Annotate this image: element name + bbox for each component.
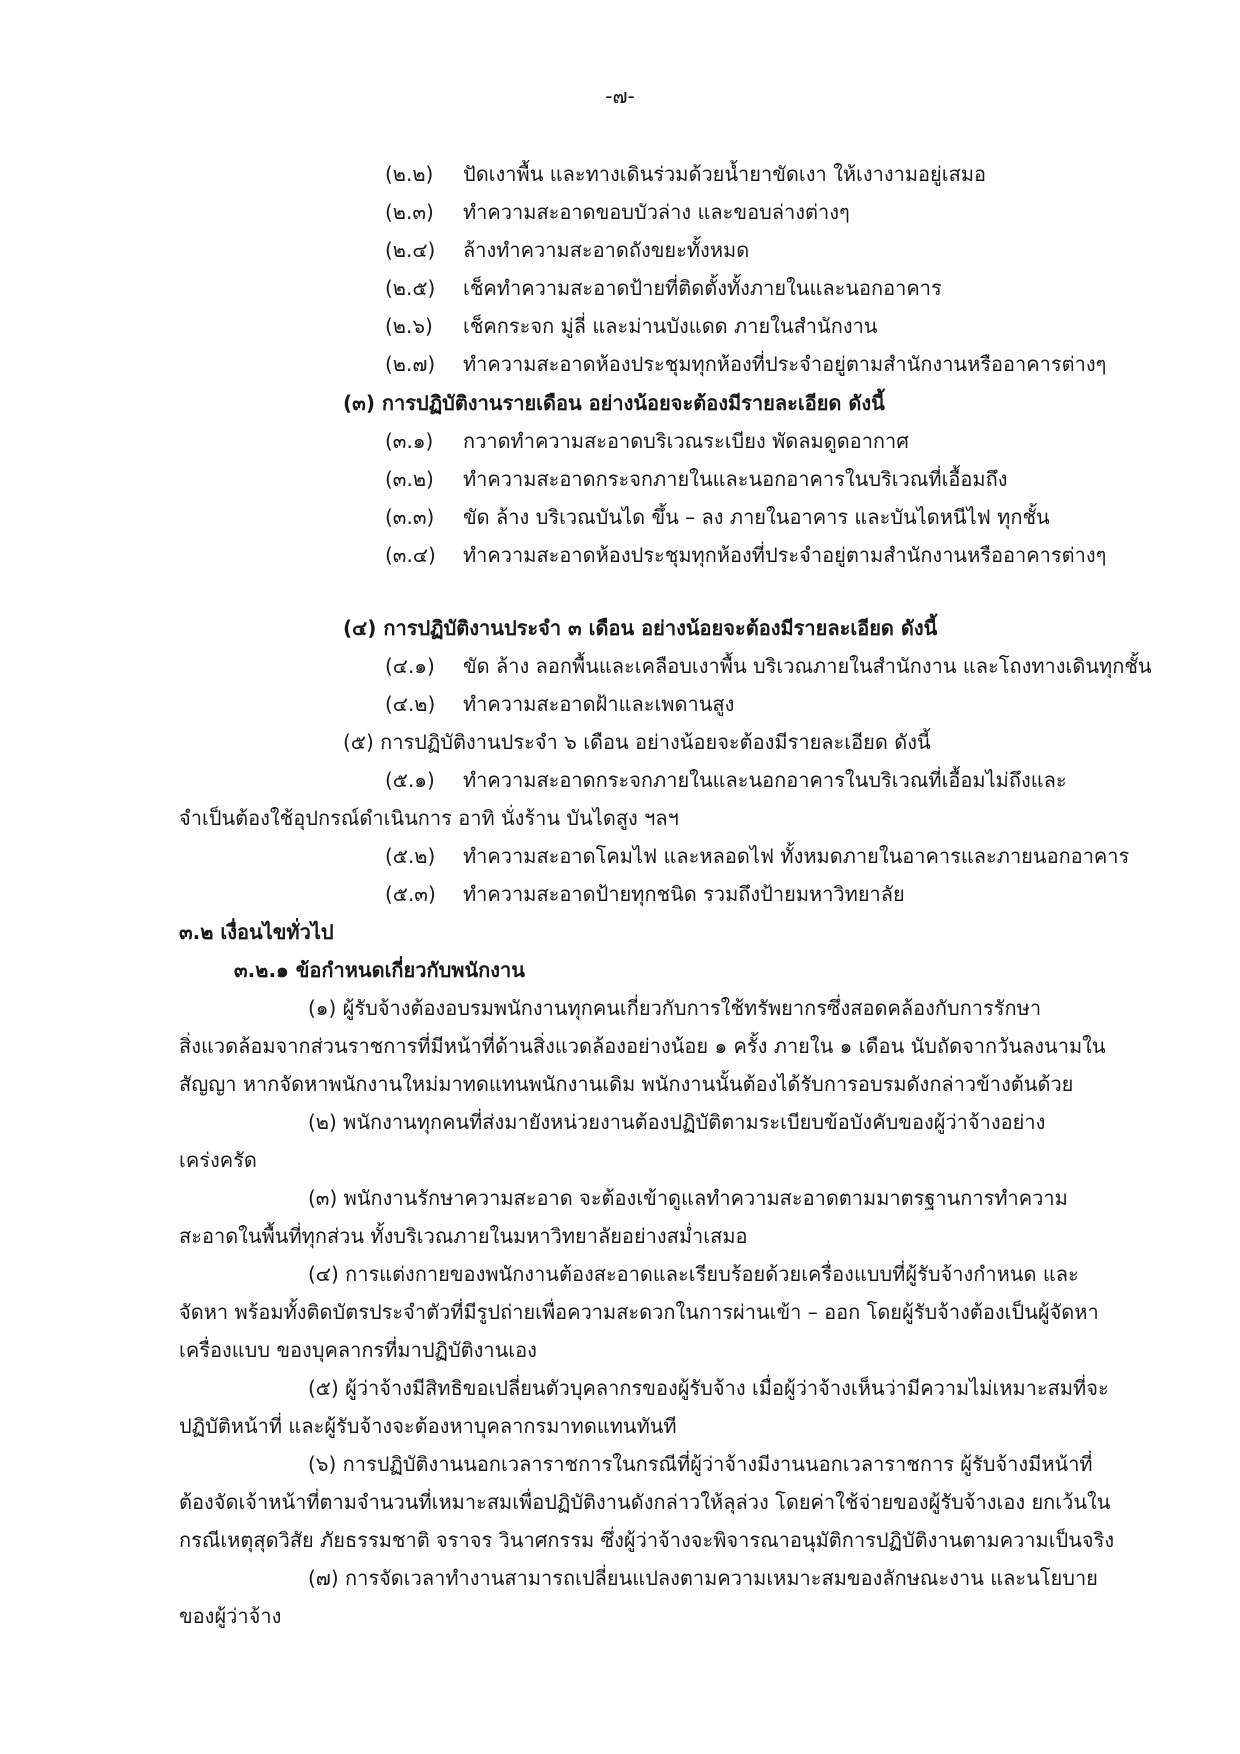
list-item	[385, 651, 1152, 681]
paragraph-line: เครื่องแบบ ของบุคลากรที่มาปฏิบัติงานเอง	[179, 1338, 537, 1362]
item-number: (๒.๔)	[385, 238, 436, 262]
item-text: เช็คทำความสะอาดป้ายที่ติดตั้งทั้งภายในและนอกอาคาร	[463, 276, 942, 300]
item-text: ทำความสะอาดป้ายทุกชนิด รวมถึงป้ายมหาวิทยาลัย	[463, 882, 905, 906]
list-item	[385, 540, 1106, 570]
list-item	[385, 235, 749, 265]
item-text: ทำความสะอาดกระจกภายในและนอกอาคารในบริเวณที่เอื้อมไม่ถึงและ	[463, 768, 1067, 792]
item-text-continuation: จำเป็นต้องใช้อุปกรณ์ดำเนินการ อาทิ นั่งร้าน บันไดสูง ฯลฯ	[179, 806, 679, 830]
paragraph-line: จัดหา พร้อมทั้งติดบัตรประจำตัวที่มีรูปถ่ายเพื่อความสะดวกในการผ่านเข้า – ออก โดยผู้รับจ้างต้องเป็นผู้จัดหา	[179, 1300, 1099, 1324]
item-text: ทำความสะอาดโคมไฟ และหลอดไฟ ทั้งหมดภายในอาคารและภายนอกอาคาร	[463, 844, 1130, 868]
item-number: (๓.๒)	[385, 467, 434, 491]
item-number: (๓.๑)	[385, 429, 434, 453]
item-number: (๔.๑)	[385, 654, 435, 678]
paragraph-line: สิ่งแวดล้อมจากส่วนราชการที่มีหน้าที่ด้านสิ่งแวดล้องอย่างน้อย ๑ ครั้ง ภายใน ๑ เดือน นับถัดจากวันลงนามใน	[179, 1034, 1106, 1058]
paragraph-line: ต้องจัดเจ้าหน้าที่ตามจำนวนที่เหมาะสมเพื่อปฏิบัติงานดังกล่าวให้ลุล่วง โดยค่าใช้จ่ายของผู้รับจ้างเอง ยกเว้นใน	[179, 1490, 1111, 1514]
list-item	[385, 765, 1067, 795]
paragraph-line: ปฏิบัติหน้าที่ และผู้รับจ้างจะต้องหาบุคลากรมาทดแทนทันที	[179, 1414, 677, 1438]
item-text: ทำความสะอาดกระจกภายในและนอกอาคารในบริเวณที่เอื้อมถึง	[463, 467, 1008, 491]
item-number: (๒.๕)	[385, 276, 436, 300]
item-text: ทำความสะอาดห้องประชุมทุกห้องที่ประจำอยู่ตามสำนักงานหรืออาคารต่างๆ	[463, 352, 1107, 376]
list-item	[385, 689, 734, 719]
item-number: (๒.๒)	[385, 162, 434, 186]
paragraph-line: (๔) การแต่งกายของพนักงานต้องสะอาดและเรียบร้อยด้วยเครื่องแบบที่ผู้รับจ้างกำหนด และ	[308, 1262, 1079, 1286]
list-item	[385, 841, 1129, 871]
item-text: ขัด ล้าง บริเวณบันได ขึ้น – ลง ภายในอาคาร และบันไดหนีไฟ ทุกชั้น	[463, 505, 1050, 529]
item-text: ทำความสะอาดขอบบัวล่าง และขอบล่างต่างๆ	[463, 200, 850, 224]
list-item	[385, 197, 850, 227]
section-heading: (๓) การปฏิบัติงานรายเดือน อย่างน้อยจะต้องมีรายละเอียด ดังนี้	[343, 391, 885, 415]
page-number: -๗-	[605, 84, 635, 108]
paragraph-line: (๓) พนักงานรักษาความสะอาด จะต้องเข้าดูแลทำความสะอาดตามมาตรฐานการทำความ	[308, 1186, 1068, 1210]
item-number: (๔.๒)	[385, 692, 436, 716]
item-number: (๕.๒)	[385, 844, 436, 868]
list-item	[385, 879, 905, 909]
paragraph-line: (๒) พนักงานทุกคนที่ส่งมายังหน่วยงานต้องปฏิบัติตามระเบียบข้อบังคับของผู้ว่าจ้างอย่าง	[308, 1110, 1046, 1134]
list-item	[385, 159, 986, 189]
item-number: (๕.๓)	[385, 882, 436, 906]
item-number: (๒.๖)	[385, 314, 433, 338]
item-text: ทำความสะอาดห้องประชุมทุกห้องที่ประจำอยู่ตามสำนักงานหรืออาคารต่างๆ	[463, 543, 1107, 567]
item-text: กวาดทำความสะอาดบริเวณระเบียง พัดลมดูดอากาศ	[463, 429, 909, 453]
section-heading: ๓.๒ เงื่อนไขทั่วไป	[179, 920, 334, 944]
list-item	[385, 426, 909, 456]
paragraph-line: เคร่งครัด	[179, 1148, 257, 1172]
list-item	[385, 502, 1050, 532]
paragraph-line: (๕) ผู้ว่าจ้างมีสิทธิขอเปลี่ยนตัวบุคลากรของผู้รับจ้าง เมื่อผู้ว่าจ้างเห็นว่ามีความไม่เหมาะสมที่จะ	[308, 1376, 1109, 1400]
item-number: (๓.๔)	[385, 543, 436, 567]
list-item	[385, 273, 942, 303]
item-number: (๒.๗)	[385, 352, 436, 376]
item-number: (๓.๓)	[385, 505, 435, 529]
paragraph-line: สะอาดในพื้นที่ทุกส่วน ทั้งบริเวณภายในมหาวิทยาลัยอย่างสม่ำเสมอ	[179, 1224, 748, 1248]
item-text: ขัด ล้าง ลอกพื้นและเคลือบเงาพื้น บริเวณภายในสำนักงาน และโถงทางเดินทุกชั้น	[463, 654, 1152, 678]
paragraph-line: ของผู้ว่าจ้าง	[179, 1604, 282, 1628]
item-text: ปัดเงาพื้น และทางเดินร่วมด้วยน้ำยาขัดเงา ให้เงางามอยู่เสมอ	[463, 162, 987, 186]
subsection-heading: ๓.๒.๑ ข้อกำหนดเกี่ยวกับพนักงาน	[234, 958, 525, 982]
item-text: ล้างทำความสะอาดถังขยะทั้งหมด	[463, 238, 750, 262]
item-number: (๒.๓)	[385, 200, 434, 224]
list-item	[385, 311, 877, 341]
list-item	[385, 349, 1106, 379]
item-text: ทำความสะอาดฝ้าและเพดานสูง	[463, 692, 735, 716]
item-text: เช็คกระจก มู่ลี่ และม่านบังแดด ภายในสำนักงาน	[463, 314, 878, 338]
paragraph-line: (๗) การจัดเวลาทำงานสามารถเปลี่ยนแปลงตามความเหมาะสมของลักษณะงาน และนโยบาย	[308, 1566, 1098, 1590]
section-heading: (๕) การปฏิบัติงานประจำ ๖ เดือน อย่างน้อยจะต้องมีรายละเอียด ดังนี้	[343, 730, 931, 754]
item-number: (๕.๑)	[385, 768, 435, 792]
paragraph-line: (๖) การปฏิบัติงานนอกเวลาราชการในกรณีที่ผู้ว่าจ้างมีงานนอกเวลาราชการ ผู้รับจ้างมีหน้าที่	[308, 1452, 1093, 1476]
paragraph-line: (๑) ผู้รับจ้างต้องอบรมพนักงานทุกคนเกี่ยวกับการใช้ทรัพยากรซึ่งสอดคล้องกับการรักษา	[308, 996, 1042, 1020]
list-item	[385, 464, 1007, 494]
paragraph-line: สัญญา หากจัดหาพนักงานใหม่มาทดแทนพนักงานเดิม พนักงานนั้นต้องได้รับการอบรมดังกล่าวข้างต้นด้วย	[179, 1072, 1074, 1096]
section-heading: (๔) การปฏิบัติงานประจำ ๓ เดือน อย่างน้อยจะต้องมีรายละเอียด ดังนี้	[343, 616, 938, 640]
paragraph-line: กรณีเหตุสุดวิสัย ภัยธรรมชาติ จราจร วินาศกรรม ซึ่งผู้ว่าจ้างจะพิจารณาอนุมัติการปฏิบัติงานตามความเป็นจริง	[179, 1528, 1115, 1552]
